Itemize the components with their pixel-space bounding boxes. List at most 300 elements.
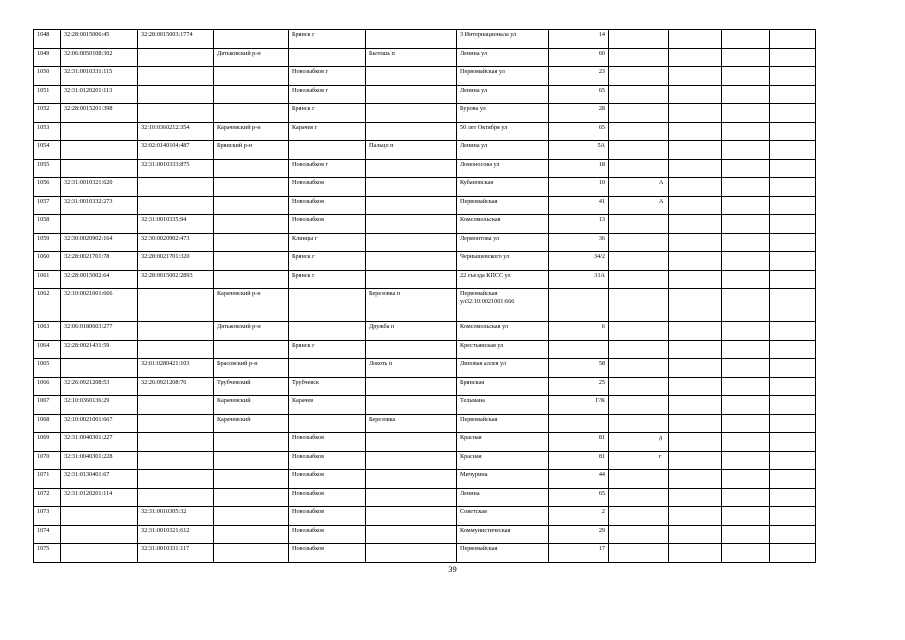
house-number-cell: 18 [549, 159, 609, 178]
settlement-cell: Бытошь п [366, 48, 457, 67]
empty-cell [770, 122, 816, 141]
district-cell [214, 233, 289, 252]
cadastral-number-new: 32:31:0010305:32 [138, 507, 214, 526]
district-cell: Карачевский [214, 414, 289, 433]
extra-cell-2 [722, 488, 770, 507]
extra-cell-1 [669, 159, 722, 178]
table-row [34, 85, 816, 104]
cadastral-number-new [138, 67, 214, 86]
street-cell: Первомайская [457, 414, 549, 433]
settlement-cell [366, 30, 457, 49]
cadastral-number-old: 32:28:0021431:59 [61, 340, 138, 359]
settlement-cell [366, 85, 457, 104]
cadastral-number-new: 32:30:0020902:473 [138, 233, 214, 252]
letter-cell [609, 359, 669, 378]
settlement-cell: Березовка п [366, 289, 457, 322]
settlement-cell [366, 159, 457, 178]
letter-cell [609, 104, 669, 123]
table-row [34, 104, 816, 123]
letter-cell [609, 289, 669, 322]
cadastral-number-old: 32:28:0015002:64 [61, 270, 138, 289]
cadastral-number-new: 32:26:0921208:76 [138, 377, 214, 396]
city-cell: Новозыбков [289, 451, 366, 470]
cadastral-number-old [61, 122, 138, 141]
extra-cell-2 [722, 507, 770, 526]
house-number-cell: 41 [549, 196, 609, 215]
cadastral-number-new: 32:31:0010331:117 [138, 544, 214, 563]
extra-cell-2 [722, 377, 770, 396]
row-number: 1061 [34, 270, 61, 289]
letter-cell: д [609, 433, 669, 452]
house-number-cell: 81 [549, 451, 609, 470]
house-number-cell: 58 [549, 359, 609, 378]
extra-cell-2 [722, 159, 770, 178]
district-cell: Дятьковский р-н [214, 48, 289, 67]
empty-cell [770, 433, 816, 452]
extra-cell-2 [722, 525, 770, 544]
table-row [34, 544, 816, 563]
extra-cell-2 [722, 433, 770, 452]
city-cell: Карачев [289, 396, 366, 415]
house-number-cell: 44 [549, 470, 609, 489]
street-cell: Кубановская [457, 178, 549, 197]
cadastral-number-old: 32:26:0921208:53 [61, 377, 138, 396]
empty-cell [770, 141, 816, 160]
house-number-cell: 10 [549, 178, 609, 197]
house-number-cell: 5А [549, 141, 609, 160]
letter-cell [609, 215, 669, 234]
extra-cell-2 [722, 48, 770, 67]
street-cell: Красная [457, 433, 549, 452]
letter-cell [609, 340, 669, 359]
cadastral-number-old: 32:31:0010332:273 [61, 196, 138, 215]
district-cell [214, 340, 289, 359]
row-number: 1057 [34, 196, 61, 215]
city-cell: Новозыбков г [289, 159, 366, 178]
table-row [34, 48, 816, 67]
table-row [34, 122, 816, 141]
settlement-cell [366, 433, 457, 452]
city-cell: Клинцы г [289, 233, 366, 252]
empty-cell [770, 359, 816, 378]
city-cell: Карачев г [289, 122, 366, 141]
table-row [34, 396, 816, 415]
settlement-cell [366, 122, 457, 141]
registry-table-body [34, 30, 816, 563]
table-row [34, 289, 816, 322]
house-number-cell: 2 [549, 507, 609, 526]
street-cell: 50 лет Октября ул [457, 122, 549, 141]
cadastral-number-old: 32:06:0180603:277 [61, 322, 138, 341]
cadastral-number-old [61, 544, 138, 563]
street-cell: Первомайская [457, 544, 549, 563]
city-cell: Брянск г [289, 104, 366, 123]
row-number: 1060 [34, 252, 61, 271]
empty-cell [770, 48, 816, 67]
cadastral-number-old [61, 359, 138, 378]
extra-cell-1 [669, 322, 722, 341]
cadastral-number-new [138, 289, 214, 322]
settlement-cell [366, 396, 457, 415]
cadastral-number-old: 32:10:0021001:667 [61, 414, 138, 433]
district-cell [214, 488, 289, 507]
cadastral-number-old: 32:30:0020902:164 [61, 233, 138, 252]
extra-cell-1 [669, 270, 722, 289]
house-number-cell: 65 [549, 122, 609, 141]
city-cell: Новозыбков [289, 525, 366, 544]
cadastral-number-new: 32:02:0140104:487 [138, 141, 214, 160]
letter-cell [609, 396, 669, 415]
extra-cell-1 [669, 252, 722, 271]
cadastral-number-new [138, 470, 214, 489]
table-row [34, 414, 816, 433]
letter-cell: А [609, 178, 669, 197]
extra-cell-1 [669, 85, 722, 104]
extra-cell-1 [669, 67, 722, 86]
city-cell: Новозыбков [289, 507, 366, 526]
extra-cell-1 [669, 433, 722, 452]
extra-cell-1 [669, 340, 722, 359]
street-cell: 3 Интернационала ул [457, 30, 549, 49]
house-number-cell: 29 [549, 525, 609, 544]
extra-cell-2 [722, 414, 770, 433]
row-number: 1072 [34, 488, 61, 507]
cadastral-number-old: 32:31:0120201:114 [61, 488, 138, 507]
district-cell [214, 67, 289, 86]
cadastral-number-new [138, 85, 214, 104]
city-cell: Новозыбков [289, 470, 366, 489]
extra-cell-1 [669, 488, 722, 507]
district-cell [214, 451, 289, 470]
district-cell: Брасовский р-н [214, 359, 289, 378]
street-cell: Советская [457, 507, 549, 526]
letter-cell: А [609, 196, 669, 215]
table-row [34, 141, 816, 160]
extra-cell-1 [669, 414, 722, 433]
settlement-cell [366, 544, 457, 563]
table-row [34, 377, 816, 396]
house-number-cell: 17 [549, 544, 609, 563]
street-cell: Ленина [457, 488, 549, 507]
city-cell: Брянск г [289, 30, 366, 49]
extra-cell-1 [669, 544, 722, 563]
district-cell [214, 525, 289, 544]
house-number-cell [549, 414, 609, 433]
city-cell [289, 359, 366, 378]
district-cell [214, 544, 289, 563]
cadastral-number-new [138, 196, 214, 215]
cadastral-number-old: 32:06:0050108:302 [61, 48, 138, 67]
row-number: 1075 [34, 544, 61, 563]
extra-cell-2 [722, 470, 770, 489]
row-number: 1059 [34, 233, 61, 252]
settlement-cell: Пальцо п [366, 141, 457, 160]
empty-cell [770, 67, 816, 86]
house-number-cell: 36 [549, 233, 609, 252]
cadastral-number-new: 32:28:0015002:2893 [138, 270, 214, 289]
street-cell: Комсомольская ул [457, 322, 549, 341]
row-number: 1058 [34, 215, 61, 234]
district-cell: Дятьковский р-н [214, 322, 289, 341]
extra-cell-2 [722, 122, 770, 141]
empty-cell [770, 85, 816, 104]
empty-cell [770, 233, 816, 252]
empty-cell [770, 104, 816, 123]
table-row [34, 470, 816, 489]
extra-cell-1 [669, 178, 722, 197]
cadastral-number-old [61, 141, 138, 160]
house-number-cell: 28 [549, 104, 609, 123]
district-cell [214, 470, 289, 489]
cadastral-number-new: 32:01:0280421:103 [138, 359, 214, 378]
extra-cell-1 [669, 141, 722, 160]
empty-cell [770, 322, 816, 341]
street-cell: Ленина ул [457, 141, 549, 160]
cadastral-number-old: 32:28:0015201:398 [61, 104, 138, 123]
district-cell [214, 252, 289, 271]
extra-cell-1 [669, 451, 722, 470]
table-row [34, 30, 816, 49]
city-cell: Новозыбков г [289, 85, 366, 104]
letter-cell [609, 141, 669, 160]
table-row [34, 67, 816, 86]
letter-cell [609, 122, 669, 141]
cadastral-number-new: 32:10:0360212:354 [138, 122, 214, 141]
row-number: 1052 [34, 104, 61, 123]
extra-cell-2 [722, 544, 770, 563]
house-number-cell: 34/2 [549, 252, 609, 271]
row-number: 1069 [34, 433, 61, 452]
extra-cell-1 [669, 122, 722, 141]
extra-cell-2 [722, 322, 770, 341]
registry-table [33, 29, 816, 563]
city-cell: Брянск г [289, 270, 366, 289]
letter-cell [609, 30, 669, 49]
city-cell: Новозыбков г [289, 67, 366, 86]
letter-cell [609, 233, 669, 252]
settlement-cell [366, 104, 457, 123]
letter-cell [609, 48, 669, 67]
letter-cell [609, 377, 669, 396]
extra-cell-2 [722, 67, 770, 86]
street-cell: Крестьянская ул [457, 340, 549, 359]
row-number: 1062 [34, 289, 61, 322]
street-cell: Бурова ул [457, 104, 549, 123]
city-cell: Новозыбков [289, 196, 366, 215]
district-cell: Карачевский р-н [214, 289, 289, 322]
house-number-cell [549, 289, 609, 322]
district-cell: Брянский р-н [214, 141, 289, 160]
district-cell [214, 178, 289, 197]
row-number: 1068 [34, 414, 61, 433]
empty-cell [770, 270, 816, 289]
letter-cell [609, 85, 669, 104]
settlement-cell [366, 488, 457, 507]
table-row [34, 233, 816, 252]
extra-cell-1 [669, 48, 722, 67]
cadastral-number-new: 32:28:0021701:320 [138, 252, 214, 271]
extra-cell-1 [669, 215, 722, 234]
empty-cell [770, 289, 816, 322]
table-row [34, 270, 816, 289]
street-cell: Первомайская ул32:10:0021001:666 [457, 289, 549, 322]
extra-cell-1 [669, 104, 722, 123]
street-cell: Мичурина [457, 470, 549, 489]
house-number-cell: 23 [549, 67, 609, 86]
letter-cell [609, 414, 669, 433]
extra-cell-2 [722, 178, 770, 197]
empty-cell [770, 252, 816, 271]
table-row [34, 488, 816, 507]
settlement-cell [366, 270, 457, 289]
city-cell [289, 322, 366, 341]
city-cell: Брянск г [289, 252, 366, 271]
cadastral-number-old [61, 159, 138, 178]
empty-cell [770, 544, 816, 563]
house-number-cell: 25 [549, 377, 609, 396]
letter-cell [609, 544, 669, 563]
table-row [34, 359, 816, 378]
letter-cell [609, 322, 669, 341]
settlement-cell [366, 340, 457, 359]
extra-cell-2 [722, 359, 770, 378]
extra-cell-1 [669, 359, 722, 378]
empty-cell [770, 159, 816, 178]
cadastral-number-old: 32:10:0360136:29 [61, 396, 138, 415]
row-number: 1049 [34, 48, 61, 67]
house-number-cell [549, 340, 609, 359]
letter-cell [609, 67, 669, 86]
extra-cell-1 [669, 30, 722, 49]
house-number-cell: 65 [549, 85, 609, 104]
settlement-cell: Березовка [366, 414, 457, 433]
cadastral-number-new [138, 340, 214, 359]
settlement-cell [366, 233, 457, 252]
city-cell: Новозыбков [289, 488, 366, 507]
empty-cell [770, 470, 816, 489]
district-cell [214, 85, 289, 104]
district-cell [214, 433, 289, 452]
row-number: 1073 [34, 507, 61, 526]
table-row [34, 215, 816, 234]
empty-cell [770, 414, 816, 433]
cadastral-number-new: 32:31:0010333:875 [138, 159, 214, 178]
house-number-cell: 6 [549, 322, 609, 341]
street-cell: Коммунистическая [457, 525, 549, 544]
table-row [34, 451, 816, 470]
street-cell: Липовая аллея ул [457, 359, 549, 378]
street-cell: Первомайская ул [457, 67, 549, 86]
extra-cell-1 [669, 233, 722, 252]
settlement-cell [366, 215, 457, 234]
extra-cell-1 [669, 196, 722, 215]
cadastral-number-new [138, 178, 214, 197]
extra-cell-1 [669, 507, 722, 526]
row-number: 1074 [34, 525, 61, 544]
row-number: 1066 [34, 377, 61, 396]
extra-cell-1 [669, 396, 722, 415]
letter-cell: г [609, 451, 669, 470]
extra-cell-2 [722, 196, 770, 215]
row-number: 1065 [34, 359, 61, 378]
cadastral-number-old: 32:10:0021001:666 [61, 289, 138, 322]
street-cell: Ломоносова ул [457, 159, 549, 178]
row-number: 1056 [34, 178, 61, 197]
table-row [34, 525, 816, 544]
empty-cell [770, 488, 816, 507]
letter-cell [609, 270, 669, 289]
street-cell: Тельмана [457, 396, 549, 415]
street-cell: Чернышевского ул [457, 252, 549, 271]
table-row [34, 159, 816, 178]
empty-cell [770, 30, 816, 49]
extra-cell-2 [722, 451, 770, 470]
district-cell [214, 196, 289, 215]
empty-cell [770, 340, 816, 359]
district-cell: Карачевский [214, 396, 289, 415]
row-number: 1055 [34, 159, 61, 178]
empty-cell [770, 396, 816, 415]
street-cell: Брянская [457, 377, 549, 396]
row-number: 1053 [34, 122, 61, 141]
cadastral-number-new [138, 104, 214, 123]
cadastral-number-new [138, 488, 214, 507]
extra-cell-2 [722, 30, 770, 49]
cadastral-number-old: 32:31:0010321:620 [61, 178, 138, 197]
cadastral-number-new: 32:31:0010321:612 [138, 525, 214, 544]
city-cell [289, 414, 366, 433]
settlement-cell: Дружба п [366, 322, 457, 341]
row-number: 1064 [34, 340, 61, 359]
letter-cell [609, 507, 669, 526]
house-number-cell: 31А [549, 270, 609, 289]
cadastral-number-old: 32:31:0040301:228 [61, 451, 138, 470]
cadastral-number-old [61, 525, 138, 544]
table-row [34, 322, 816, 341]
cadastral-number-new [138, 414, 214, 433]
empty-cell [770, 451, 816, 470]
settlement-cell [366, 67, 457, 86]
empty-cell [770, 196, 816, 215]
cadastral-number-old [61, 215, 138, 234]
cadastral-number-new [138, 396, 214, 415]
extra-cell-2 [722, 141, 770, 160]
cadastral-number-new [138, 451, 214, 470]
cadastral-number-old: 32:28:0015006:45 [61, 30, 138, 49]
letter-cell [609, 488, 669, 507]
settlement-cell [366, 178, 457, 197]
table-row [34, 178, 816, 197]
city-cell: Новозыбков [289, 178, 366, 197]
city-cell: Новозыбков [289, 215, 366, 234]
house-number-cell: Г/К [549, 396, 609, 415]
house-number-cell: 81 [549, 433, 609, 452]
empty-cell [770, 377, 816, 396]
extra-cell-2 [722, 340, 770, 359]
street-cell: Ленина ул [457, 48, 549, 67]
extra-cell-1 [669, 289, 722, 322]
extra-cell-2 [722, 396, 770, 415]
letter-cell [609, 159, 669, 178]
empty-cell [770, 215, 816, 234]
extra-cell-1 [669, 470, 722, 489]
extra-cell-1 [669, 525, 722, 544]
settlement-cell [366, 196, 457, 215]
table-row [34, 252, 816, 271]
city-cell: Новозыбков [289, 433, 366, 452]
table-row [34, 196, 816, 215]
letter-cell [609, 525, 669, 544]
